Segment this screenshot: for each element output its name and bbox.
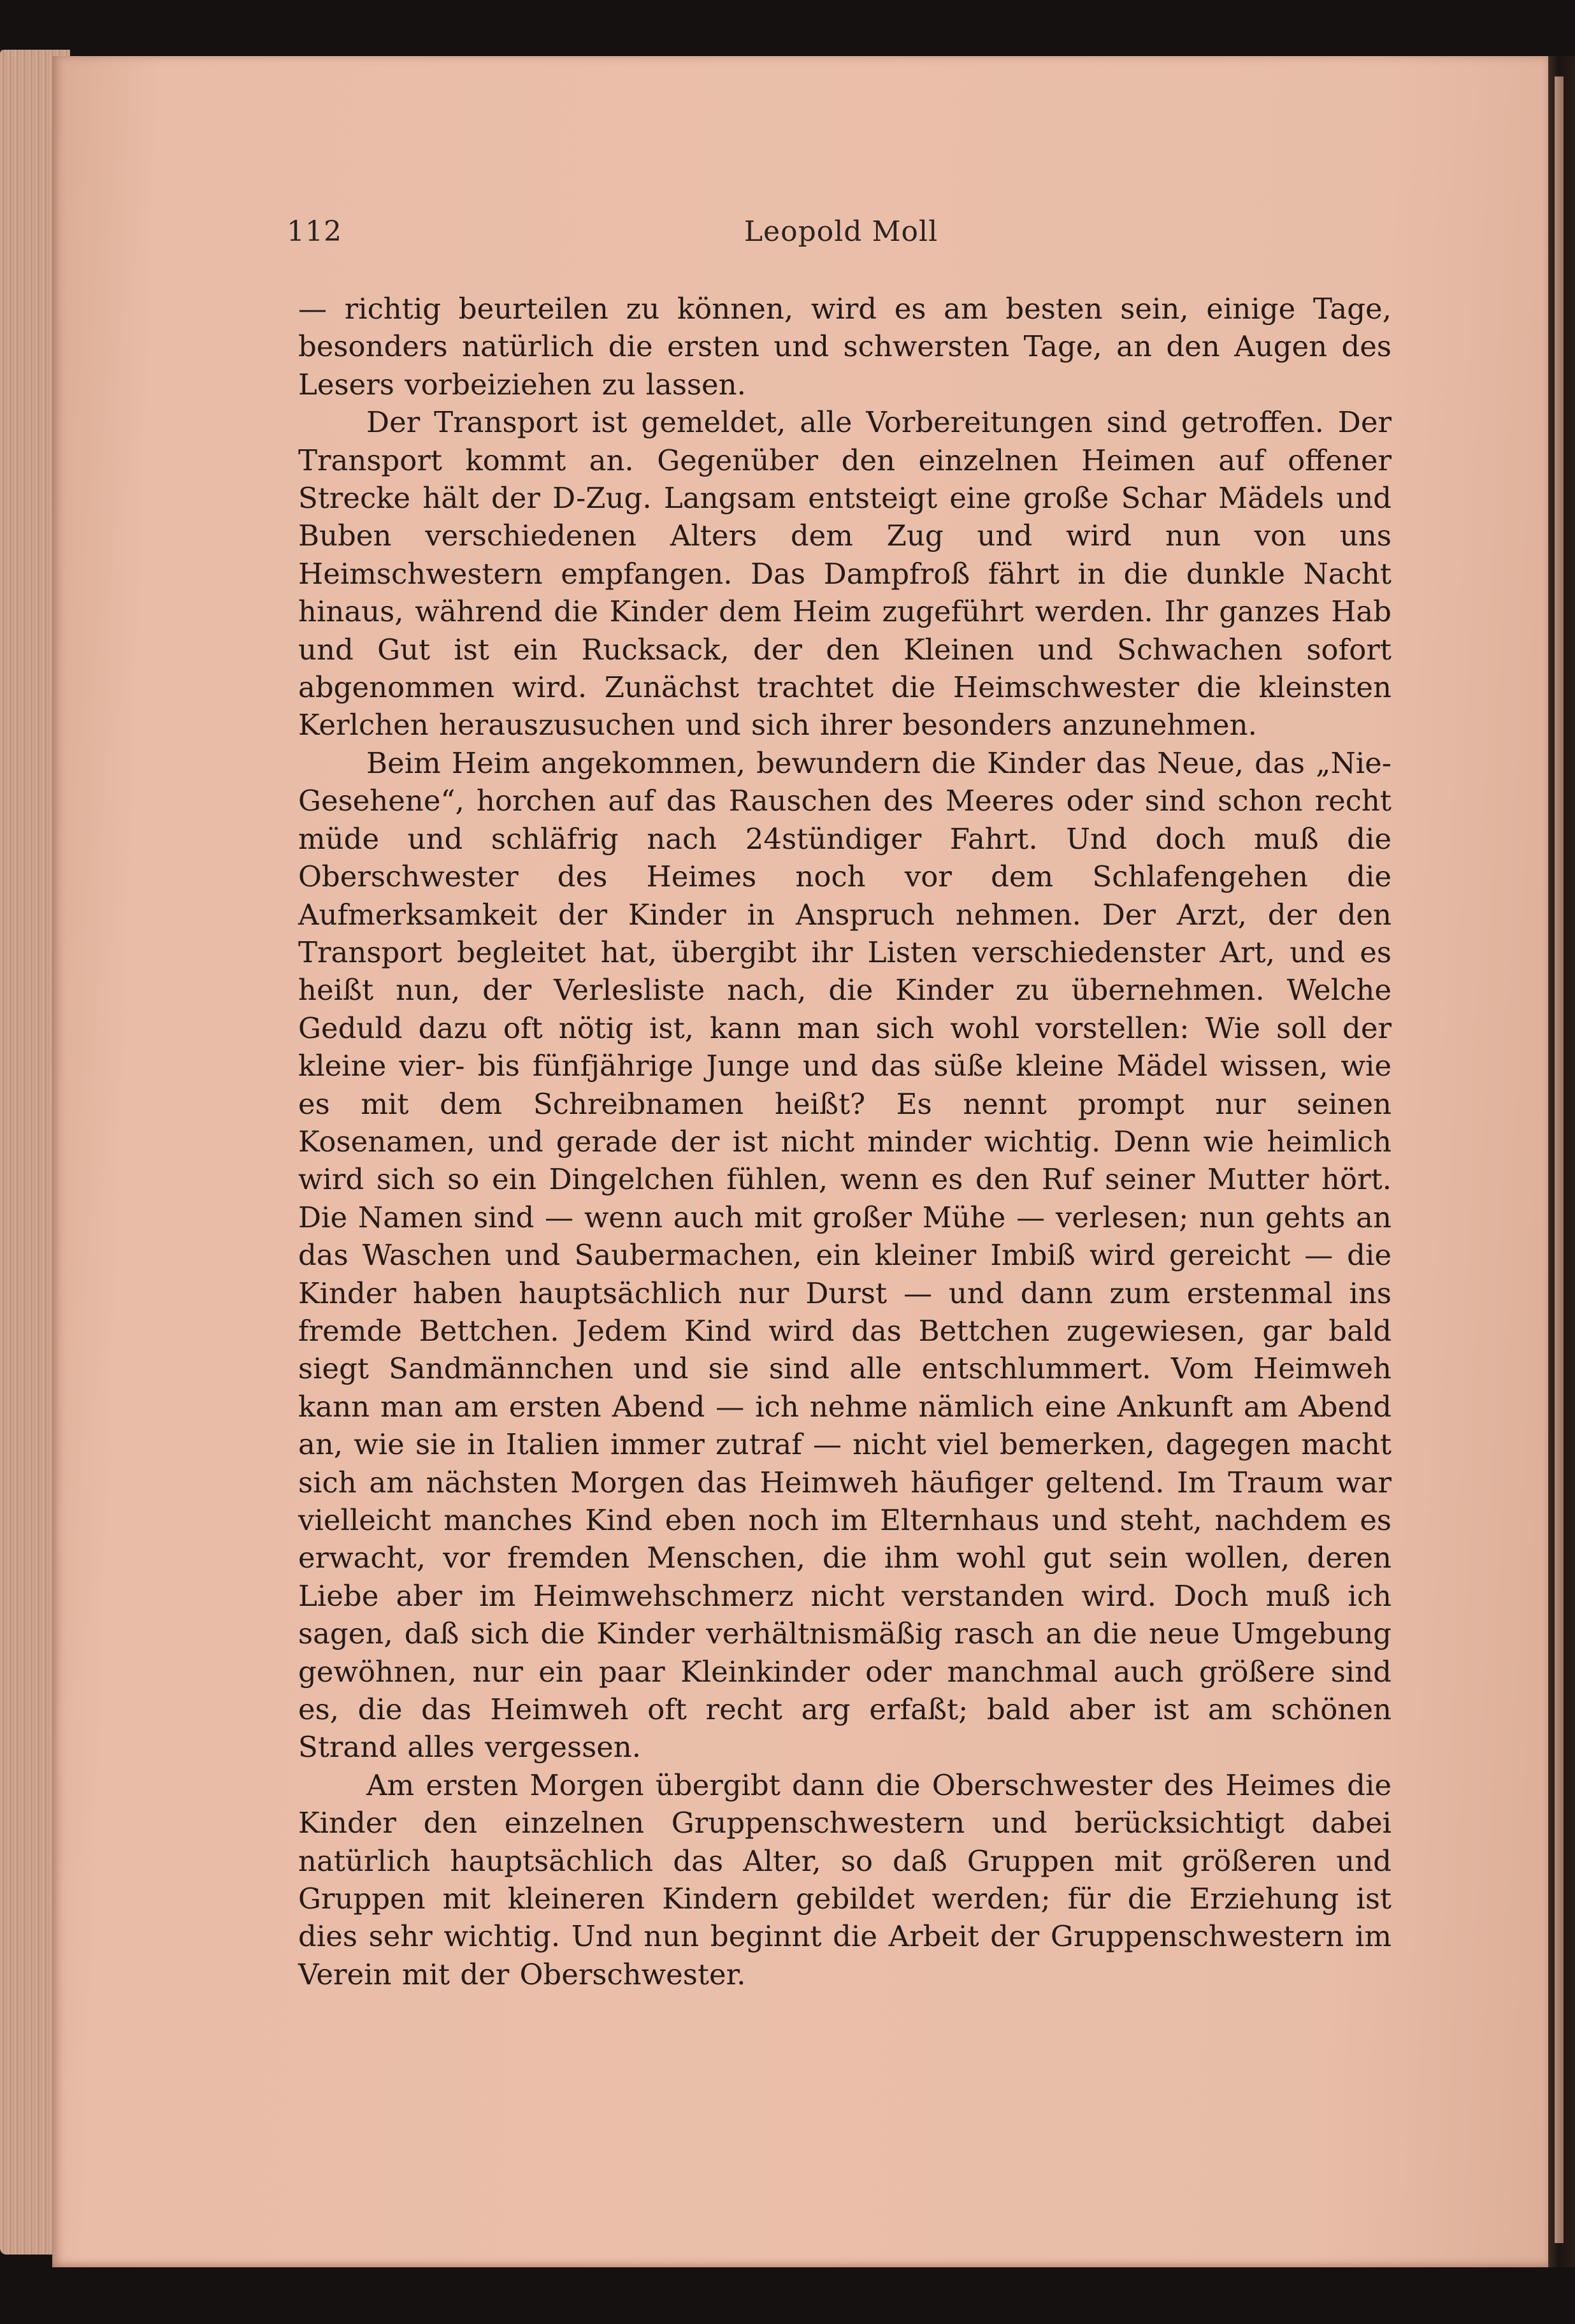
page-header [287,215,1395,260]
next-page-edge [1555,76,1564,2243]
paragraph-1: — richtig beurteilen zu können, wird es am besten sein, einige Tage, besonders natürlich die ersten und schwersten Tage, an den Augen des Lesers vorbeiziehen zu lassen. [298,292,1392,401]
paragraph-3: Beim Heim angekommen, bewundern die Kinder das Neue, das „Nie-Gesehene“, horchen auf das Rauschen des Meeres oder sind schon recht müde und schläfrig nach 24stündiger Fahrt. Und doch muß die Oberschwester des Heimes noch vor dem Schlafengehen die Aufmerksamkeit der Kinder in Anspruch nehmen. Der Arzt, der den Transport begleitet hat, übergibt ihr Listen verschiedenster Art, und es heißt nun, der Verlesliste nach, die Kinder zu übernehmen. Welche Geduld dazu oft nötig ist, kann man sich wohl vorstellen: Wie soll der kleine vier- bis fünfjährige Junge und das süße kleine Mädel wissen, wie es mit dem Schreibnamen heißt? Es nennt prompt nur seinen Kosenamen, und gerade der ist nicht minder wichtig. Denn wie heimlich wird sich so ein Dingelchen fühlen, wenn es den Ruf seiner Mutter hört. Die Namen sind — wenn auch mit großer Mühe — verlesen; nun gehts an das Waschen und Saubermachen, ein kleiner Imbiß wird gereicht — die Kinder haben hauptsächlich nur Durst — und dann zum erstenmal ins fremde Bettchen. Jedem Kind wird das Bettchen zugewiesen, gar bald siegt Sandmännchen und sie sind alle entschlummert. Vom Heimweh kann man am ersten Abend — ich nehme nämlich eine Ankunft am Abend an, wie sie in Italien immer zutraf — nicht viel bemerken, dagegen macht sich am nächsten Morgen das Heimweh häufiger geltend. Im Traum war vielleicht manches Kind eben noch im Elternhaus und steht, nachdem es erwacht, vor fremden Menschen, die ihm wohl gut sein wollen, deren Liebe aber im Heimwehschmerz nicht verstanden wird. Doch muß ich sagen, daß sich die Kinder verhältnismäßig rasch an die neue Umgebung gewöhnen, nur ein paar Kleinkinder oder manchmal auch größere sind es, die das Heimweh oft recht arg erfaßt; bald aber ist am schönen Strand alles vergessen. [298,746,1392,1765]
page-number: 112 [287,215,342,248]
body-text [298,290,1392,1993]
paragraph-4: Am ersten Morgen übergibt dann die Oberschwester des Heimes die Kinder den einzelnen Gruppenschwestern und berücksichtigt dabei natürlich hauptsächlich das Alter, so daß Gruppen mit größeren und Gruppen mit kleineren Kindern gebildet werden; für die Erziehung ist dies sehr wichtig. Und nun beginnt die Arbeit der Gruppenschwestern im Verein mit der Oberschwester. [298,1768,1392,1991]
running-head-author: Leopold Moll [744,215,939,248]
paragraph-2: Der Transport ist gemeldet, alle Vorbereitungen sind getroffen. Der Transport kommt an. Gegenüber den einzelnen Heimen auf offener Strecke hält der D-Zug. Langsam entsteigt eine große Schar Mädels und Buben verschiedenen Alters dem Zug und wird nun von uns Heimschwestern empfangen. Das Dampfroß fährt in die dunkle Nacht hinaus, während die Kinder dem Heim zugeführt werden. Ihr ganzes Hab und Gut ist ein Rucksack, der den Kleinen und Schwachen sofort abgenommen wird. Zunächst trachtet die Heimschwester die kleinsten Kerlchen herauszusuchen und sich ihrer besonders anzunehmen. [298,405,1392,742]
